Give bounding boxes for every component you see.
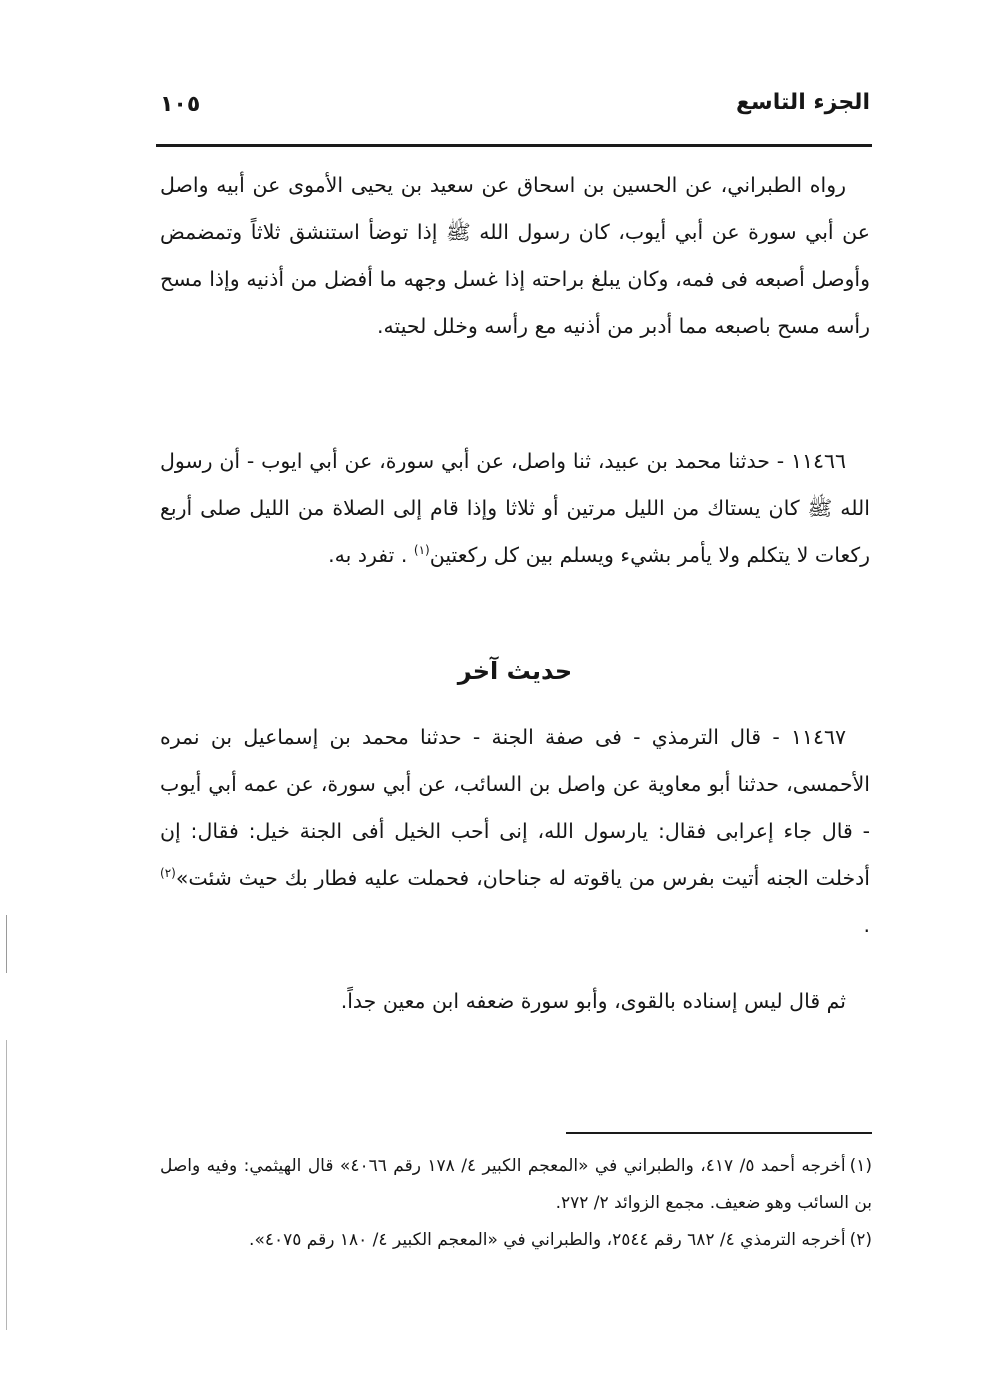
footnote-1-text: أخرجه أحمد ٥/ ٤١٧، والطبراني في «المعجم الكبير ٤/ ١٧٨ رقم ٤٠٦٦» قال الهيثمي: وفيه واصل بن السائب وهو ضعيف. مجمع الزوائد ٢/ ٢٧٢. — [160, 1156, 872, 1213]
footnote-1 — [160, 1148, 872, 1222]
hadith-11466-body: ١١٤٦٦ - حدثنا محمد بن عبيد، ثنا واصل، عن أبي سورة، عن أبي ايوب - أن رسول الله ﷺ كان يستاك من الليل مرتين أو ثلاثا وإذا قام إلى الصلاة من الليل صلى أربع ركعات لا يتكلم ولا يأمر بشيء ويسلم بين كل ركعتين — [160, 449, 870, 567]
footnote-1-number: (١) — [849, 1156, 872, 1176]
page-header — [160, 86, 870, 132]
paragraph-closing-text: ثم قال ليس إسناده بالقوى، وأبو سورة ضعفه ابن معين جداً. — [340, 989, 846, 1013]
footnotes — [160, 1148, 872, 1259]
footnote-rule — [566, 1132, 872, 1134]
hadith-11467-tail: . — [863, 913, 870, 937]
hadith-11467-body: ١١٤٦٧ - قال الترمذي - فى صفة الجنة - حدثنا محمد بن إسماعيل بن نمره الأحمسى، حدثنا أبو معاوية عن واصل بن السائب، عن أبي سورة، عن عمه أبي أيوب - قال جاء إعرابى فقال: يارسول الله، إنى أحب الخيل أفى الجنة خيل: فقال: إن أدخلت الجنه أتيت بفرس من ياقوته له جناحان، فحملت عليه فطار بك حيث شئت» — [160, 725, 870, 890]
scan-edge-mark — [6, 1040, 7, 1330]
page-number: ١٠٥ — [160, 92, 201, 117]
hadith-11466 — [160, 438, 870, 579]
footnote-2-number: (٢) — [849, 1230, 872, 1250]
scan-edge-mark — [6, 915, 7, 973]
header-rule — [156, 144, 872, 147]
hadith-11466-text — [160, 438, 870, 579]
paragraph-1-text: رواه الطبراني، عن الحسين بن اسحاق عن سعيد بن يحيى الأموى عن أبيه واصل عن أبي سورة عن أبي أيوب، كان رسول الله ﷺ إذا توضأ استنشق ثلاثاً وتمضمض وأوصل أصبعه فى فمه، وكان يبلغ براحته إذا غسل وجهه ما أفضل من أذنيه وإذا مسح رأسه مسح باصبعه مما أدبر من أذنيه مع رأسه وخلل لحيته. — [160, 173, 870, 338]
hadith-11466-tail: . تفرد به. — [328, 543, 408, 567]
running-title: الجزء التاسع — [736, 90, 870, 115]
footnote-ref-1[interactable]: (١) — [413, 543, 430, 558]
footnote-ref-2[interactable]: (٢) — [160, 866, 176, 881]
hadith-11467-text — [160, 714, 870, 949]
paragraph-closing — [160, 978, 870, 1025]
section-heading: حديث آخر — [457, 657, 573, 685]
footnote-2-text: أخرجه الترمذي ٤/ ٦٨٢ رقم ٢٥٤٤، والطبراني في «المعجم الكبير ٤/ ١٨٠ رقم ٤٠٧٥». — [249, 1230, 846, 1250]
hadith-11467 — [160, 714, 870, 949]
footnote-2 — [160, 1222, 872, 1259]
paragraph-1 — [160, 162, 870, 350]
